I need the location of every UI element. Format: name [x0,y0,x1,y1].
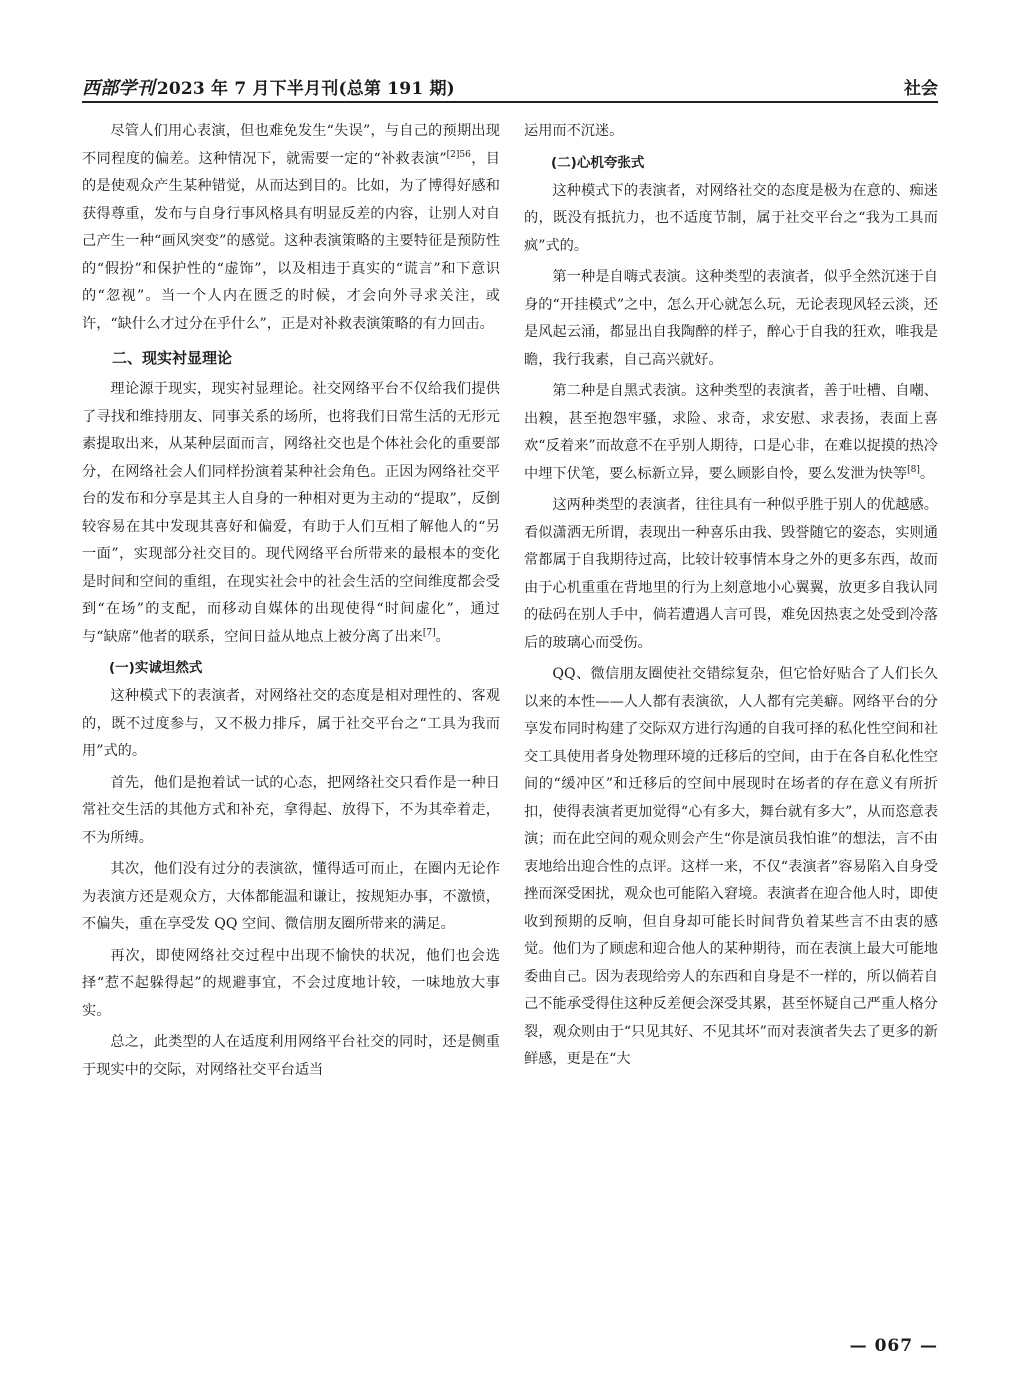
paragraph: 这两种类型的表演者，往往具有一种似乎胜于别人的优越感。看似潇洒无所谓，表现出一种喜乐由我、毁誉随它的姿态，实则通常都属于自我期待过高，比较计较事情本身之外的更多东西，故而由于心机重重在背地里的行为上刻意地小心翼翼，放更多自我认同的砝码在别人手中，倘若遭遇人言可畏，难免因热衷之处受到冷落后的玻璃心而受伤。 [524,497,938,651]
paragraph: 尽管人们用心表演，但也难免发生“失误”，与自己的预期出现不同程度的偏差。这种情况下，就需要一定的“补救表演”$^{[2]56}$，目的是使观众产生某种错觉，从而达到目的。比如，为了博得好感和获得尊重，发布与自身行事风格具有明显反差的内容，让别人对自己产生一种“画风突变”的感觉。这种表演策略的主要特征是预防性的“假扮”和保护性的“虚饰”，以及相违于真实的“谎言”和下意识的“忽视”。当一个人内在匮乏的时候，才会向外寻求关注，或许，“缺什么才过分在乎什么”，正是对补救表演策略的有力回击。 [82,123,500,332]
paragraph: 其次，他们没有过分的表演欲，懂得适可而止，在圈内无论作为表演方还是观众方，大体都能温和谦让，按规矩办事，不激愤，不偏失，重在享受发 QQ 空间、微信朋友圈所带来的满足。 [82,861,500,932]
journal-logo: 西部学刊 [82,78,155,99]
paragraph: 第二种是自黑式表演。这种类型的表演者，善于吐槽、自嘲、出糗，甚至抱怨牢骚，求险、求奇，求安慰、求表扬，表面上喜欢“反着来”而故意不在乎别人期待，口是心非，在难以捉摸的热冷中埋下伏笔，要么标新立异，要么顾影自怜，要么发泄为快等[8]。 [524,383,938,482]
paragraph: 第一种是自嗨式表演。这种类型的表演者，似乎全然沉迷于自身的“开挂模式”之中，怎么开心就怎么玩，无论表现风轻云淡，还是风起云涌，都显出自我陶醉的样子，醉心于自我的狂欢，唯我是瞻，我行我素，自己高兴就好。 [524,269,938,368]
right-column [524,118,938,1074]
left-column [82,118,500,1084]
subsection-heading: (二)心机夸张式 [551,154,645,171]
paragraph: 总之，此类型的人在适度利用网络平台社交的同时，还是侧重于现实中的交际，对网络社交平台适当 [82,1034,500,1078]
paragraph: 这种模式下的表演者，对网络社交的态度是极为在意的、痴迷的，既没有抵抗力，也不适度节制，属于社交平台之“我为工具而疯”式的。 [524,182,938,254]
page-header [82,74,938,99]
page-number: — 067 — [849,1336,938,1356]
paragraph: QQ、微信朋友圈使社交错综复杂，但它恰好贴合了人们长久以来的本性——人人都有表演欲，人人都有完美癖。网络平台的分享发布同时构建了交际双方进行沟通的自我可择的私化性空间和社交工具使用者身处物理环境的迁移后的空间，由于在各自私化性空间的“缓冲区”和迁移后的空间中展现时在场者的存在意义有所折扣，使得表演者更加觉得“心有多大，舞台就有多大”，从而恣意表演；而在此空间的观众则会产生“你是演员我怕谁”的想法，言不由衷地给出迎合性的点评。这样一来，不仅“表演者”容易陷入自身受挫而深受困扰，观众也可能陷入窘境。表演者在迎合他人时，即使收到预期的反响，但自身却可能长时间背负着某些言不由衷的感觉。他们为了顾虑和迎合他人的某种期待，而在表演上最大可能地委曲自己。因为表现给旁人的东西和自身是不一样的，所以倘若自己不能承受得住这种反差便会深受其累，甚至怀疑自己严重人格分裂，观众则由于“只见其好、不见其坏”而对表演者失去了更多的新鲜感，更是在“大 [524,666,938,1067]
paragraph: 再次，即使网络社交过程中出现不愉快的状况，他们也会选择“惹不起躲得起”的规避事宜，不会过度地计较，一味地放大事实。 [82,947,500,1019]
citation[interactable]: [2]56 [446,149,471,160]
paragraph: 这种模式下的表演者，对网络社交的态度是相对理性的、客观的，既不过度参与，又不极力排斥，属于社交平台之“工具为我而用”式的。 [82,688,500,759]
header-rule [82,101,938,103]
paragraph: 首先，他们是抱着试一试的心态，把网络社交只看作是一种日常社交生活的其他方式和补充，拿得起、放得下，不为其牵着走，不为所缚。 [82,774,500,846]
paragraph: 理论源于现实，现实衬显理论。社交网络平台不仅给我们提供了寻找和维持朋友、同事关系的场所，也将我们日常生活的无形元素提取出来，从某种层面而言，网络社交也是个体社会化的重要部分，在网络社会人们同样扮演着某种社会角色。正因为网络社交平台的发布和分享是其主人自身的一种相对更为主动的“提取”，反倒较容易在其中发现其喜好和偏爱，有助于人们互相了解他人的“另一面”，实现部分社交目的。现代网络平台所带来的最根本的变化是时间和空间的重组，在现实社会中的社会生活的空间维度都会受到“在场”的支配，而移动自媒体的出现使得“时间虚化”，通过与“缺席”他者的联系，空间日益从地点上被分离了出来[7]。 [82,381,500,645]
citation[interactable]: [8] [907,464,920,475]
citation[interactable]: [7] [422,627,436,638]
issue-info: 2023 年 7 月下半月刊(总第 191 期) [156,79,455,99]
section-heading: 二、现实衬显理论 [112,349,233,367]
section-name: 社会 [904,79,938,99]
paragraph-continuation: 运用而不沉迷。 [524,123,624,139]
journal-issue-line [82,74,455,100]
subsection-heading: (一)实诚坦然式 [109,660,203,676]
